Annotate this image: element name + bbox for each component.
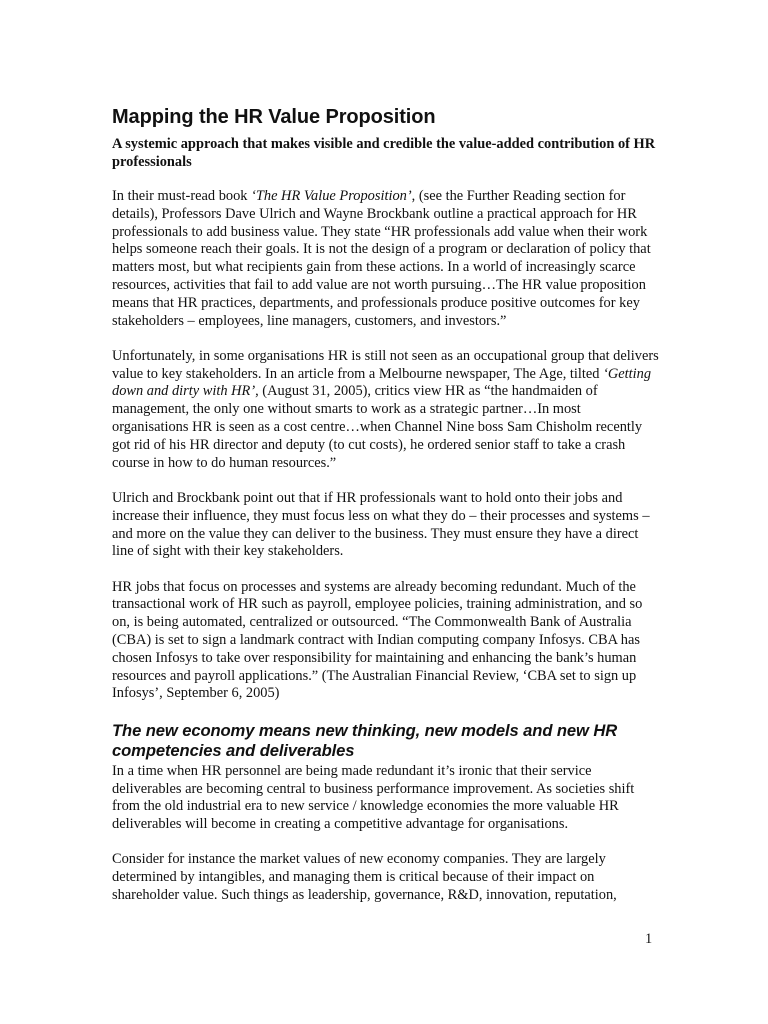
paragraph-2-text-a: Unfortunately, in some organisations HR is still not seen as an occupational group that delivers value to key stakeholders. In an article from a Melbourne newspaper, The Age, tilted	[112, 347, 659, 382]
book-title: ‘The HR Value Proposition’	[251, 188, 412, 204]
paragraph-5: In a time when HR personnel are being made redundant it’s ironic that their service deliverables are becoming central to business performance improvement. As societies shift from the old industrial era to new service / knowledge economies the more valuable HR deliverables will become in creating a competitive advantage for organisations.	[112, 762, 635, 833]
paragraph-2-text-b: , (August 31, 2005), critics view HR as “the handmaiden of management, the only one without smarts to work as a strategic partner…In most organisations HR is seen as a cost centre…when Channel Nine boss Sam Chisholm recently got rid of his HR director and deputy (to cut costs), he ordered senior staff to take a crash course in how to do human resources.”	[112, 383, 643, 471]
paragraph-1-text-a: In their must-read book	[112, 188, 252, 204]
paragraph-4: HR jobs that focus on processes and systems are already becoming redundant. Much of the transactional work of HR such as payroll, employee policies, training administration, and so on, is being automated, centralized or outsourced. “The Commonwealth Bank of Australia (CBA) is set to sign a landmark contract with Indian computing company Infosys. CBA has chosen Infosys to take over responsibility for maintaining and enhancing the bank’s human resources and payroll applications.” (The Australian Financial Review, ‘CBA set to sign up Infosys’, September 6, 2005)	[112, 578, 643, 702]
document-subtitle: A systemic approach that makes visible and credible the value-added contribution of HR professionals	[112, 136, 656, 170]
paragraph-3: Ulrich and Brockbank point out that if HR professionals want to hold onto their jobs and increase their influence, they must focus less on what they do – their processes and systems – and more on the value they can deliver to the business. They must ensure they have a direct line of sight with their key stakeholders.	[112, 489, 650, 560]
document-title: Mapping the HR Value Proposition	[112, 106, 436, 128]
document-body	[112, 104, 660, 922]
article-title: ‘Getting down and dirty with HR’	[112, 365, 652, 400]
section-heading: The new economy means new thinking, new models and new HR competencies and deliverables	[112, 720, 618, 761]
paragraph-1	[112, 188, 660, 330]
paragraph-2	[112, 348, 660, 473]
paragraph-1-text-b: , (see the Further Reading section for details), Professors Dave Ulrich and Wayne Brockbank outline a practical approach for HR professionals to add business value. They state “HR professionals add value when their work helps someone reach their goals. It is not the design of a program or declaration of policy that matters most, but what recipients gain from these actions. In a world of increasingly scarce resources, activities that fail to add value are not worth pursuing…The HR value proposition means that HR practices, departments, and professionals produce positive outcomes for key stakeholders – employees, line managers, customers, and investors.”	[112, 188, 651, 329]
page-number: 1	[645, 931, 653, 947]
paragraph-6: Consider for instance the market values of new economy companies. They are largely determined by intangibles, and managing them is critical because of their impact on shareholder value. Such things as leadership, governance, R&D, innovation, reputation,	[112, 851, 617, 903]
